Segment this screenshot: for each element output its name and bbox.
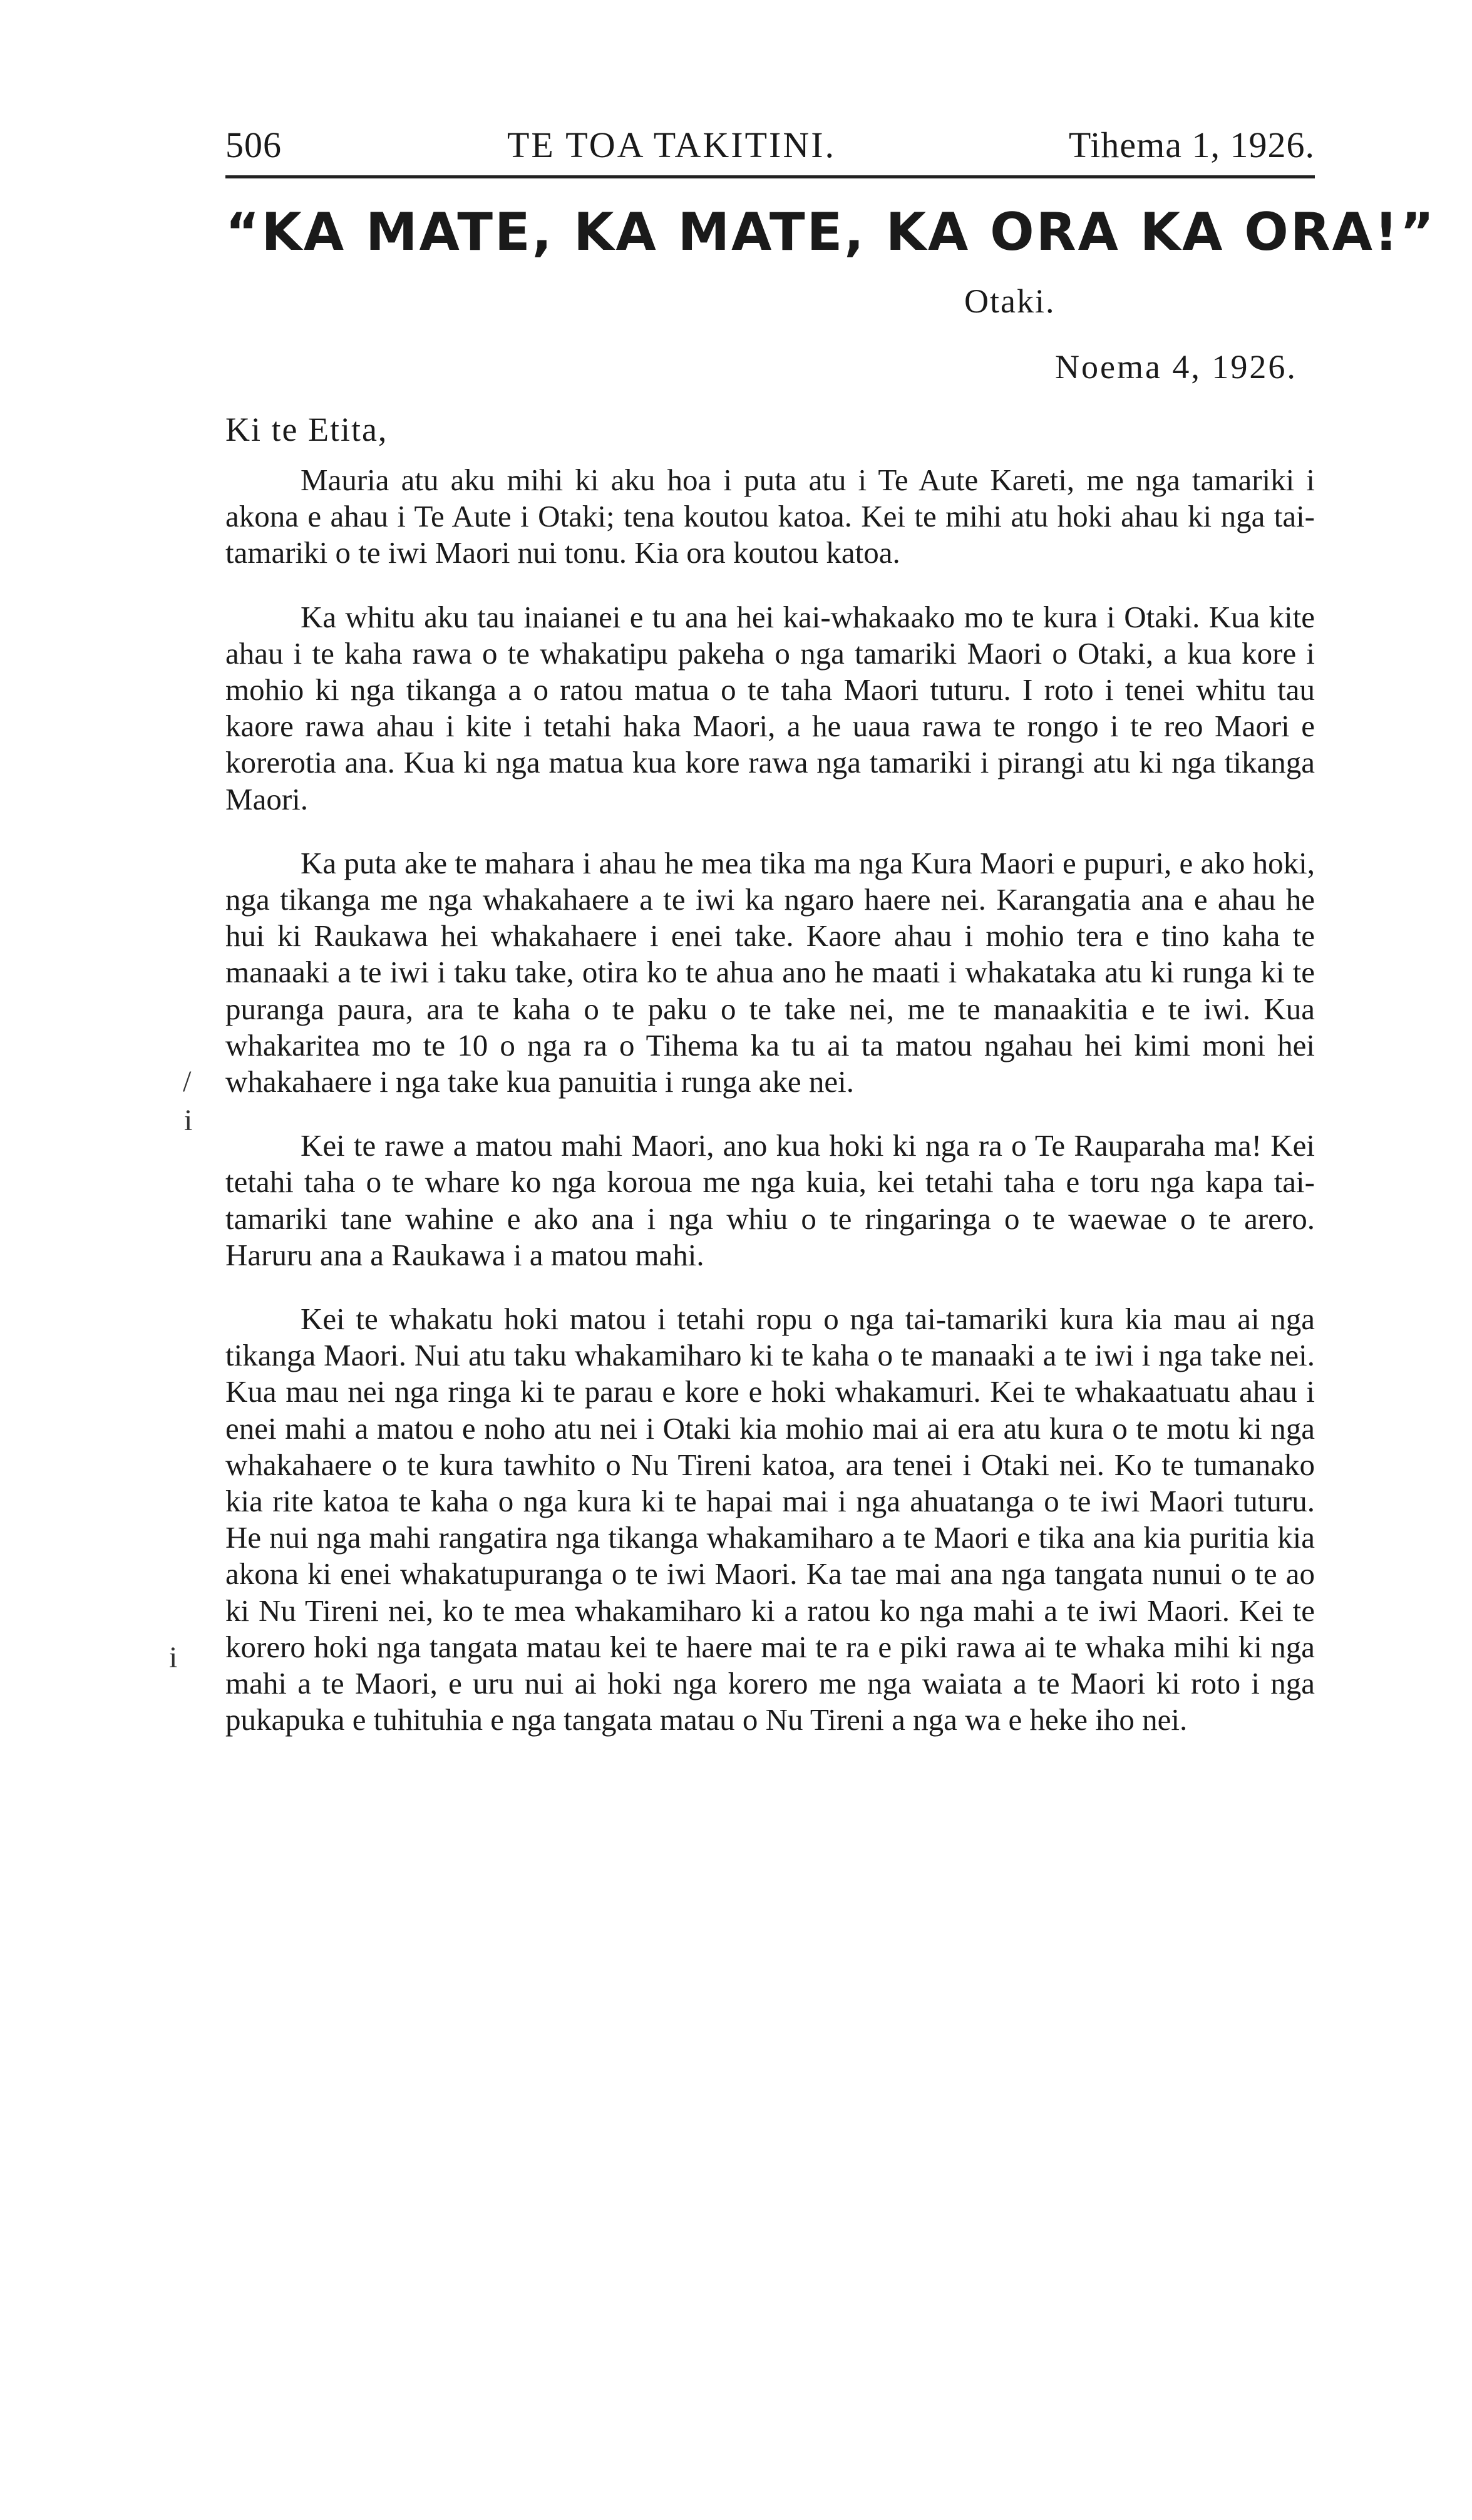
header-rule bbox=[225, 175, 1315, 178]
paragraph: Kei te rawe a matou mahi Maori, ano kua hoki ki nga ra o Te Rauparaha ma! Kei tetahi taha o te whare ko nga koroua me nga kuia, kei tetahi taha e toru nga kapa tai-tamariki tane wahine e ako ana i nga whiu o te ringaringa o te waewae o te arero. Haruru ana a Raukawa i a matou mahi. bbox=[225, 1128, 1315, 1272]
paragraph: Ka puta ake te mahara i ahau he mea tika ma nga Kura Maori e pupuri, e ako hoki, nga tikanga me nga whakahaere a te iwi ka ngaro haere nei. Karangatia ana e ahau he hui ki Raukawa hei whakahaere i enei take. Kaore ahau i mohio tera e tino kaha te manaaki a te iwi i taku take, otira ko te ahua ano he maati i whakataka atu ki runga ki te puranga paura, ara te kaha o te paku o te take nei, me te manaakitia e te iwi. Kua whakaritea mo te 10 o nga ra o Tihema ka tu ai ta matou ngahau hei kimi moni hei whakahaere i nga take kua panuitia i runga ake nei. bbox=[225, 845, 1315, 1099]
running-header bbox=[225, 124, 1315, 168]
margin-mark: i bbox=[184, 1104, 193, 1137]
paragraph: Kei te whakatu hoki matou i tetahi ropu o nga tai-tamariki kura kia mau ai nga tikanga Maori. Nui atu taku whakamiharo ki te kaha o te manaaki a te iwi i nga take nei. Kua mau nei nga ringa ki te parau e kore e hoki whakamuri. Kei te whakaatuatu ahau i enei mahi a matou e noho atu nei i Otaki kia mohio mai ai era atu kura o te motu ki nga whakahaere o te kura tawhito o Nu Tireni katoa, ara tenei i Otaki nei. Ko te tumanako kia rite katoa te kaha o nga kura ki te hapai mai i nga ahuatanga o te iwi Maori tuturu. He nui nga mahi rangatira nga tikanga whakamiharo a te Maori e tika ana kia puritia kia akona ki enei whakatupuranga o te iwi Maori. Ka tae mai ana nga tangata nunui o te ao ki Nu Tireni nei, ko te mea whakamiharo ki a ratou ko nga mahi a te iwi Maori. Kei te korero hoki nga tangata matau kei te haere mai te ra e piki rawa ai te whaka mihi ki nga mahi a te Maori, e uru nui ai hoki nga korero me nga waiata a te Maori ki roto i nga pukapuka e tuhituhia e nga tangata matau o Nu Tireni a nga wa e heke iho nei. bbox=[225, 1302, 1315, 1737]
publication-title: TE TOA TAKITINI. bbox=[507, 125, 836, 165]
margin-mark: / bbox=[183, 1065, 192, 1098]
page-number: 506 bbox=[225, 125, 282, 165]
margin-mark: i bbox=[169, 1641, 178, 1674]
letter-salutation: Ki te Etita, bbox=[225, 411, 388, 448]
letter-place: Otaki. bbox=[964, 282, 1056, 320]
letter-date: Noema 4, 1926. bbox=[1055, 348, 1297, 386]
article-headline: “KA MATE, KA MATE, KA ORA KA ORA!” bbox=[225, 202, 1436, 262]
paragraph: Mauria atu aku mihi ki aku hoa i puta atu i Te Aute Kareti, me nga tamariki i akona e ahau i Te Aute i Otaki; tena koutou katoa. Kei te mihi atu hoki ahau ki nga tai-tamariki o te iwi Maori nui tonu. Kia ora koutou katoa. bbox=[225, 463, 1315, 570]
letter-body bbox=[225, 462, 1315, 1766]
paragraph: Ka whitu aku tau inaianei e tu ana hei kai-whakaako mo te kura i Otaki. Kua kite ahau i te kaha rawa o te whakatipu pakeha o nga tamariki Maori o Otaki, a kua kore i mohio ki nga tikanga a o ratou matua o te taha Maori tuturu. I roto i tenei whitu tau kaore rawa ahau i kite i tetahi haka Maori, a he uaua rawa te rongo i te reo Maori e korerotia ana. Kua ki nga matua kua kore rawa nga tamariki i pirangi atu ki nga tikanga Maori. bbox=[225, 599, 1315, 816]
issue-date: Tihema 1, 1926. bbox=[1068, 125, 1315, 165]
